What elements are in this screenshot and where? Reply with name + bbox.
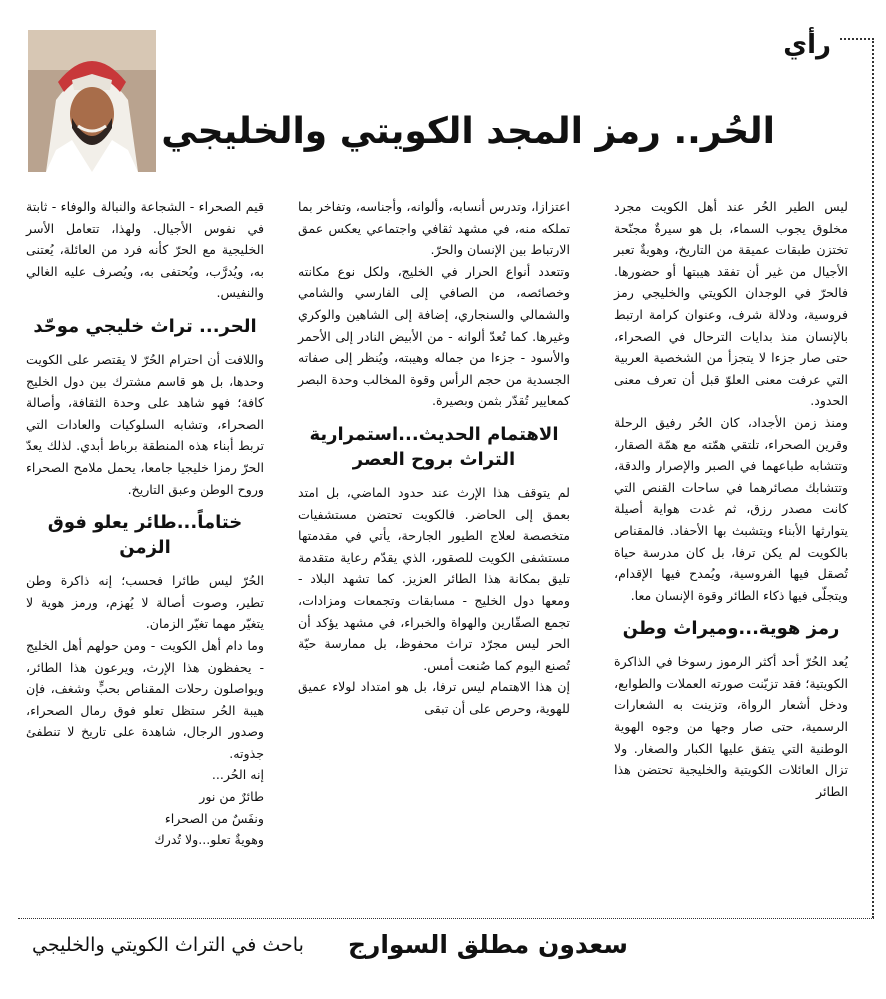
paragraph: ومنذ زمن الأجداد، كان الحُر رفيق الرحلة وقرين الصحراء، تلتقي همّته مع همّة الصقار، وتتشابه طباعهما في الصبر والإصرار والدقة، وتتشابك مصائرهما في ساحات القنص التي كانت مصدر رزق، ثم غدت هواية أصيلة يتوارثها الأبناء ويتشبث بها الأحفاد. فالمقناص بالكويت لم يكن ترفا، بل كان مدرسة حياة تُصقل فيها الفروسية، ويُمدح فيها الإقدام، ويتجلّى فيها ذكاء الطائر وقوة الإنسان معا.: [614, 414, 848, 603]
article-column-right: [614, 196, 848, 802]
article-column-middle: [298, 196, 570, 719]
poem-line: وهويةٌ تعلو...ولا تُدرك: [154, 832, 264, 848]
paragraph: يُعد الحُرّ أحد أكثر الرموز رسوخا في الذاكرة الكويتية؛ فقد تزيّنت صورته العملات والطوابع، ودخل أشعار الرواة، وتزينت به الشعارات الرسمية، حتى صار وجها من وجوه الهوية الوطنية التي يتفق عليها الكبار والصغار. ولا تزال العائلات الكويتية والخليجية تحتضن هذا الطائر: [614, 654, 848, 799]
poem-line: إنه الحُر...: [211, 767, 264, 783]
poem-line: طائرٌ من نور: [199, 789, 264, 805]
article-column-left: [26, 196, 264, 851]
paragraph: وما دام أهل الكويت - ومن حولهم أهل الخليج - يحفظون هذا الإرث، ويرعون هذا الطائر، ويواصلون رحلات المقناص بحبٍّ وشغف، فإن هيبة الحُر ستظل تعلو فوق رمال الصحراء، وصدور الرجال، شاهدة على تاريخ لا تنطفئ جذوته.: [26, 637, 264, 761]
subheading: رمز هوية...وميراث وطن: [622, 618, 840, 640]
paragraph: إن هذا الاهتمام ليس ترفا، بل هو امتداد لولاء عميق للهوية، وحرص على أن تبقى: [298, 679, 570, 716]
poem-line: ونفَسٌ من الصحراء: [164, 810, 264, 826]
subheading: ختاماً...طائر يعلو فوق الزمن: [47, 512, 243, 559]
author-name: سعدون مطلق السوارج: [347, 930, 628, 959]
frame-top-border: [840, 38, 874, 40]
subheading: الاهتمام الحديث...استمرارية التراث بروح العصر: [309, 423, 559, 470]
paragraph: قيم الصحراء - الشجاعة والنبالة والوفاء - ثابتة في نفوس الأجيال. ولهذا، تتعامل الأسر الخليجية مع الحرّ كأنه فرد من العائلة، يُعتنى به، ويُدرَّب، ويُحتفى به، ويُصرف عليه الغالي والنفيس.: [26, 199, 264, 301]
headline: الحُر.. رمز المجد الكويتي والخليجي: [161, 111, 775, 152]
author-title: باحث في التراث الكويتي والخليجي: [32, 934, 304, 956]
author-portrait-icon: [28, 30, 156, 172]
paragraph: لم يتوقف هذا الإرث عند حدود الماضي، بل امتد بعمق إلى الحاضر. فالكويت تحتضن مستشفيات متخصصة لعلاج الطيور الجارحة، يأتي في مقدمتها مستشفى الكويت للصقور، الذي يقدّم رعاية متقدمة تليق بمكانة هذا الطائر العزيز. كما تشهد البلاد - ومعها دول الخليج - مسابقات وتجمعات ومزادات، تجمع الصقّارين والهواة والخبراء، في مشهد يؤكد أن الحر ليس مجرّد تراث محفوظ، بل ممارسة حيّة تُصنع اليوم كما صُنعت أمس.: [298, 484, 570, 673]
paragraph: واللافت أن احترام الحُرّ لا يقتصر على الكويت وحدها، بل هو قاسم مشترك بين دول الخليج كافة؛ فهو شاهد على وحدة الثقافة، وأصالة الصحراء، وتشابه السلوكيات والعادات التي تربط أبناء هذه المنطقة برباط أبدي. لذلك يعدّ الحرّ رمزا خليجيا جامعا، يحمل ملامح الصحراء وروح الوطن وعبق التاريخ.: [26, 351, 264, 497]
paragraph: الحُرّ ليس طائرا فحسب؛ إنه ذاكرة وطن تطير، وصوت أصالة لا يُهزم، ورمز هوية لا يتغيّر مهما تغيّر الزمان.: [26, 573, 264, 632]
paragraph: اعتزازا، وتدرس أنسابه، وألوانه، وأجناسه، وتفاخر بما تملكه منه، في مشهد ثقافي واجتماعي يعكس عمق الارتباط بين الإنسان والحرّ.: [298, 199, 570, 258]
author-photo: [28, 30, 156, 172]
subheading: الحر... تراث خليجي موحّد: [33, 315, 257, 337]
section-label: رأي: [783, 30, 831, 60]
paragraph: ليس الطير الحُر عند أهل الكويت مجرد مخلوق يجوب السماء، بل هو سيرةٌ مجنّحة تختزن طبقات عميقة من التاريخ، وهويةٌ تعبر الأجيال من غير أن تفقد هيبتها أو حضورها. فالحرّ في الوجدان الكويتي والخليجي رمز فروسية، ودلالة شرف، وعنوان كرامة ارتبط بالإنسان منذ بدايات الترحال في الصحراء، حتى صار جزءا لا يتجزأ من الشخصية العربية التي عرفت معنى العلوّ قبل أن تعرف معنى الحدود.: [614, 199, 848, 409]
frame-right-border: [872, 38, 874, 918]
frame-bottom-border: [18, 918, 874, 919]
paragraph: وتتعدد أنواع الحرار في الخليج، ولكل نوع مكانته وخصائصه، من الصافي إلى الفارسي والشامي والشمالي والسنجاري، إضافة إلى الشاهين والوكري وغيرها. كما تُعدّ ألوانه - من الأبيض النادر إلى الأحمر والأسود - جزءا من جماله وهيبته، ويُنظر إلى صفاته الجسدية من حجم الرأس وقوة المخالب وحدة البصر كمعايير تُقدّر بثمن وبصيرة.: [298, 263, 570, 409]
